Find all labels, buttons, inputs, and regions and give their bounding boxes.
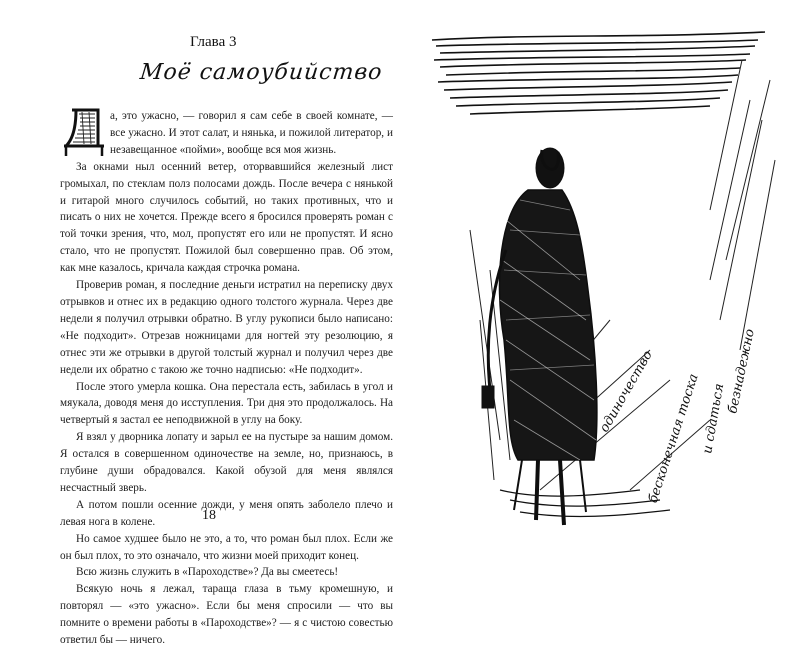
paragraph: Я взял у дворника лопату и зарыл ее на пустыре за нашим домом. Я остался в совершенном одиночестве на земле, но, признаюсь, в глубине души обрадовался. Какой обузой для меня являлся несчастный зверь.: [60, 431, 393, 494]
paragraph: а, это ужасно, — говорил я сам себе в своей комнате, — все ужасно. И этот салат, и нянька, и пожилой литератор, и незавещанное «пойми», вообще вся моя жизнь.: [110, 110, 393, 156]
dropcap-letter-text: Д: [62, 106, 63, 107]
paragraph: Всякую ночь я лежал, тараща глаза в тьму кромешную, и повторял — «это ужасно». Если бы меня спросили — что вы помните о времени работы в «Пароходстве»? — я с чистою совестью ответил бы — ничего.: [60, 583, 393, 647]
paragraph: Проверив роман, я последние деньги истратил на переписку двух отрывков и отнес их в редакцию одного толстого журнала. Через две недели я получил отрывки обратно. В углу рукописи было написано: «Не подходит». Отрезав ножницами для ногтей эту резолюцию, я отнес эти же отрывки в другой толстый журнал и получил через две недели их обратно с такою же точно надписью: «Не подходит».: [60, 279, 393, 376]
paragraph: За окнами ныл осенний ветер, оторвавшийся железный лист громыхал, по стеклам полз полосами дождь. После вечера с нянькой и гитарой много случилось событий, но таких противных, что и писать о них не хочется. Прежде всего я бросился проверять роман с той точки зрения, что, мол, пропустят его или не пропустят. И ясно стало, что не пропустят. Пожилой был совершенно прав. Об этом, как мне казалось, кричала каждая строчка романа.: [60, 160, 393, 275]
chapter-subtitle: Моё самоубийство: [138, 60, 384, 85]
chapter-heading: Глава 3: [190, 34, 237, 50]
illustration: [410, 20, 785, 560]
paragraph: А потом пошли осенние дожди, у меня опять заболело плечо и левая нога в колене.: [60, 498, 393, 528]
paragraph: После этого умерла кошка. Она перестала есть, забилась в угол и мяукала, доводя меня до исступления. Три дня это продолжалось. На четвертый я застал ее неподвижной в углу на боку.: [60, 380, 393, 427]
handwriting-4: безнадежно: [725, 327, 758, 415]
page-number: 18: [202, 508, 216, 523]
body-text: [60, 108, 393, 649]
left-page: [60, 28, 393, 647]
paragraph: Но самое худшее было не это, а то, что роман был плох. Если же он был плох, то это означало, что жизни моей приходит конец.: [60, 532, 393, 562]
handwriting-3: и сдаться: [700, 382, 728, 455]
figure: [482, 148, 597, 525]
ink-drawing: [410, 20, 785, 560]
handwriting-2: одиночество: [597, 348, 656, 435]
paragraph: Всю жизнь служить в «Пароходстве»? Да вы смеетесь!: [76, 566, 339, 579]
handwriting-1: бесконечная тоска: [645, 372, 702, 505]
top-strokes: [432, 32, 765, 114]
